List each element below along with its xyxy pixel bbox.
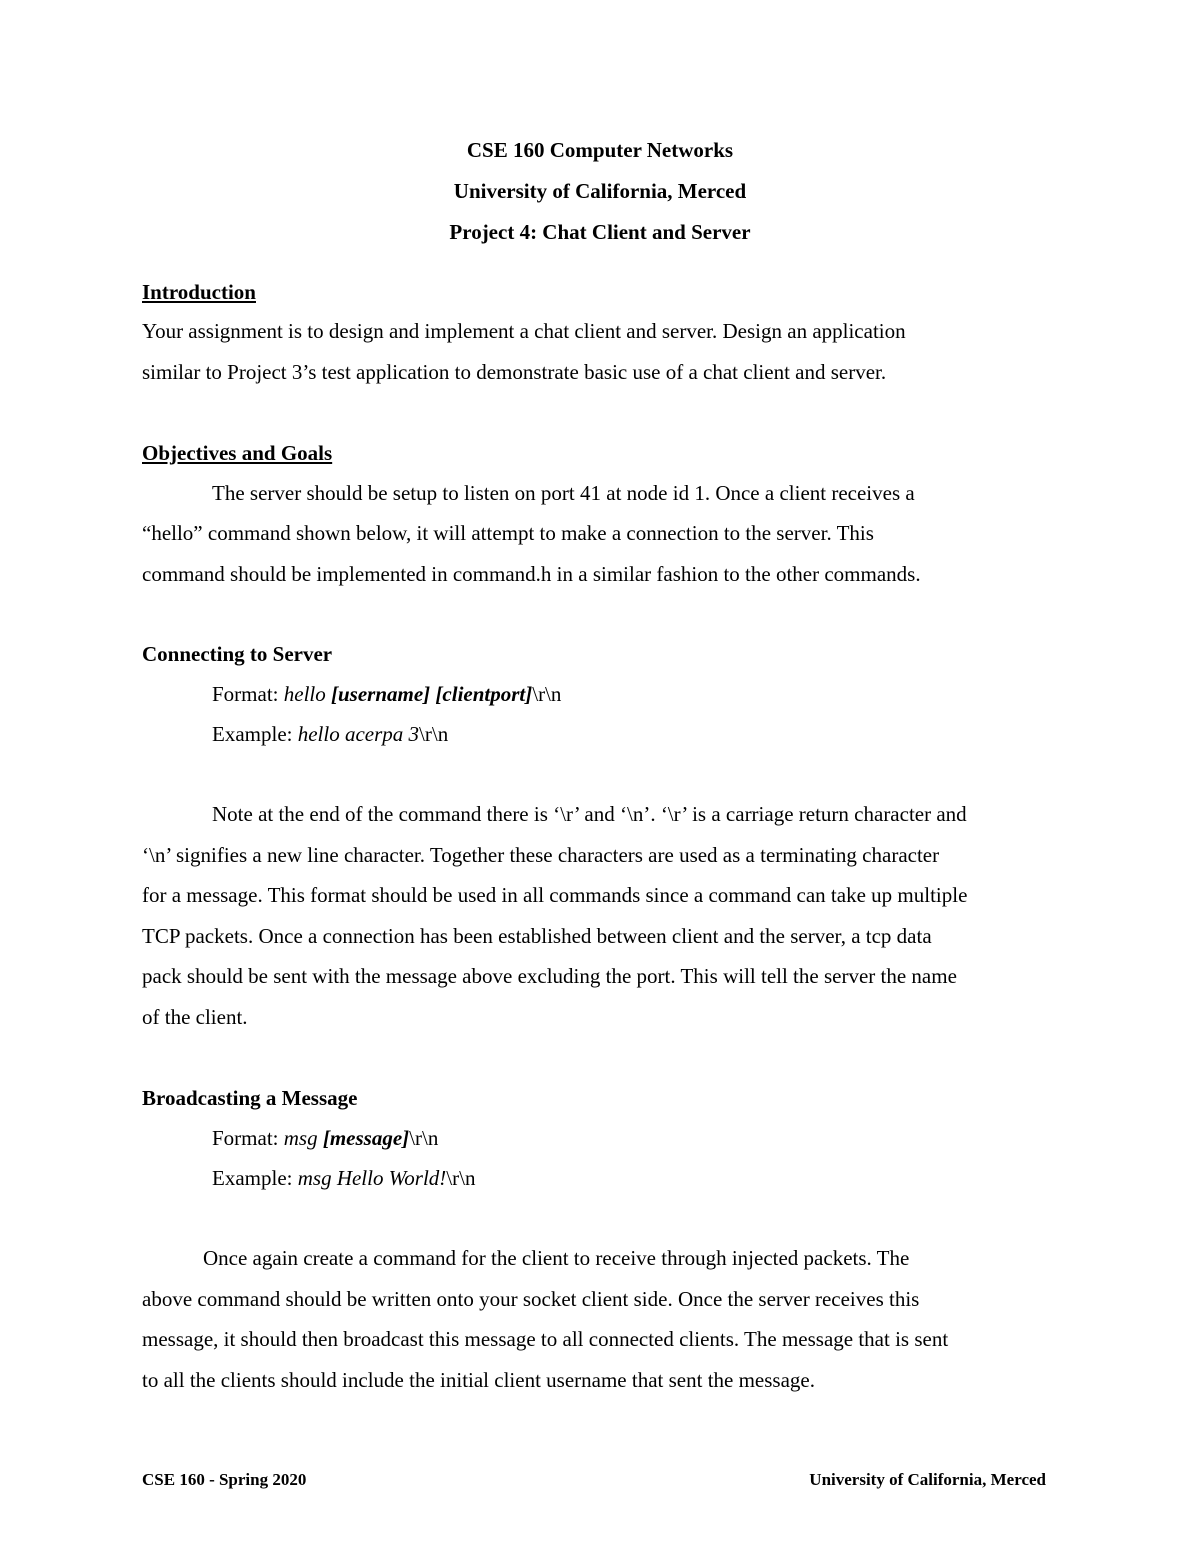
format-args: [username] [clientport]	[331, 682, 533, 706]
connecting-heading: Connecting to Server	[142, 642, 333, 666]
format-command: hello	[283, 682, 331, 706]
note-line-1: Note at the end of the command there is ‘\r’ and ‘\n’. ‘\r’ is a carriage return character and	[212, 802, 967, 826]
example-terminator: \r\n	[419, 722, 449, 746]
example-terminator: \r\n	[446, 1166, 476, 1190]
objectives-line-3: command should be implemented in command.h in a similar fashion to the other commands.	[142, 562, 921, 586]
format-command: msg	[283, 1126, 323, 1150]
note-line-5: pack should be sent with the message above excluding the port. This will tell the server the name	[142, 964, 957, 988]
objectives-heading: Objectives and Goals	[142, 441, 333, 465]
broadcasting-line-1: Once again create a command for the client to receive through injected packets. The	[203, 1246, 910, 1270]
broadcasting-format	[212, 1125, 438, 1151]
course-title: CSE 160 Computer Networks	[466, 138, 734, 162]
note-line-6: of the client.	[142, 1005, 248, 1029]
format-label: Format:	[212, 1126, 284, 1150]
note-line-3: for a message. This format should be used in all commands since a command can take up multiple	[142, 883, 968, 907]
broadcasting-line-4: to all the clients should include the initial client username that sent the message.	[142, 1368, 815, 1392]
project-title: Project 4: Chat Client and Server	[449, 220, 751, 244]
example-label: Example:	[212, 1166, 298, 1190]
objectives-line-2: “hello” command shown below, it will attempt to make a connection to the server. This	[142, 521, 874, 545]
university-title: University of California, Merced	[453, 179, 747, 203]
introduction-heading: Introduction	[142, 280, 256, 304]
example-command: msg Hello World!	[297, 1166, 447, 1190]
note-line-4: TCP packets. Once a connection has been established between client and the server, a tcp data	[142, 924, 932, 948]
introduction-line-2: similar to Project 3’s test application to demonstrate basic use of a chat client and server.	[142, 360, 887, 384]
note-line-2: ‘\n’ signifies a new line character. Together these characters are used as a terminating character	[142, 843, 940, 867]
footer-left: CSE 160 - Spring 2020	[142, 1470, 307, 1489]
broadcasting-line-2: above command should be written onto your socket client side. Once the server receives this	[142, 1287, 920, 1311]
format-terminator: \r\n	[532, 682, 562, 706]
objectives-line-1: The server should be setup to listen on port 41 at node id 1. Once a client receives a	[212, 481, 915, 505]
broadcasting-heading: Broadcasting a Message	[142, 1086, 358, 1110]
example-command: hello acerpa 3	[297, 722, 420, 746]
example-label: Example:	[212, 722, 298, 746]
connecting-format	[212, 681, 561, 707]
footer-right: University of California, Merced	[809, 1470, 1046, 1489]
format-args: [message]	[322, 1126, 410, 1150]
broadcasting-line-3: message, it should then broadcast this message to all connected clients. The message that is sent	[142, 1327, 949, 1351]
format-label: Format:	[212, 682, 284, 706]
connecting-example	[212, 721, 448, 747]
format-terminator: \r\n	[409, 1126, 439, 1150]
broadcasting-example	[212, 1165, 475, 1191]
introduction-line-1: Your assignment is to design and implement a chat client and server. Design an application	[142, 319, 906, 343]
